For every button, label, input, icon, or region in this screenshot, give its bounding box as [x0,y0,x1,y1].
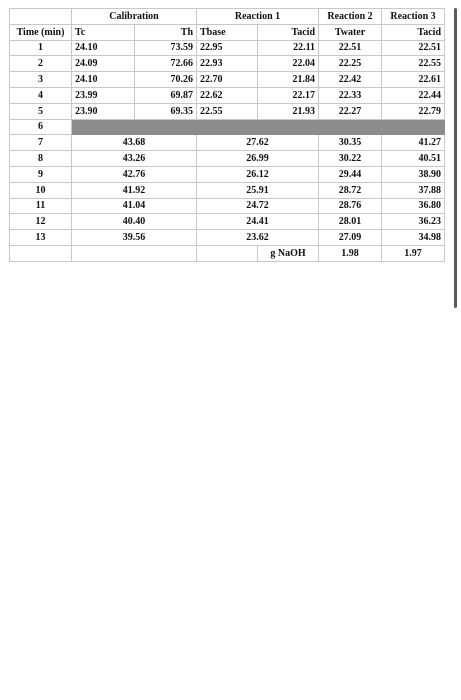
cell-time: 13 [10,230,72,246]
cell-time: 8 [10,151,72,167]
table-row [10,214,445,230]
cell-tbase: 22.62 [197,87,258,103]
footer-blank-time [10,245,72,261]
cell-tacid: 21.93 [258,103,319,119]
header-row-columns [10,24,445,40]
table-row [10,230,445,246]
header-th: Th [135,24,197,40]
cell-tc: 24.10 [72,40,135,56]
header-tacid-r3: Tacid [382,24,445,40]
cell-reaction-1: 23.62 [197,230,319,246]
cell-reaction-1: 25.91 [197,182,319,198]
cell-tacid: 21.84 [258,72,319,88]
cell-th: 72.66 [135,56,197,72]
header-reaction-2: Reaction 2 [319,9,382,25]
cell-time: 3 [10,72,72,88]
cell-calibration: 43.68 [72,135,197,151]
cell-time: 9 [10,166,72,182]
table-row [10,135,445,151]
data-table-container [9,8,444,262]
cell-th: 73.59 [135,40,197,56]
cell-tacid-r3: 38.90 [382,166,445,182]
cell-twater: 22.42 [319,72,382,88]
cell-tacid-r3: 34.98 [382,230,445,246]
cell-twater: 30.35 [319,135,382,151]
header-reaction-3: Reaction 3 [382,9,445,25]
cell-reaction-1: 27.62 [197,135,319,151]
table-row [10,40,445,56]
footer-label-g-naoh: g NaOH [258,245,319,261]
cell-tbase: 22.70 [197,72,258,88]
cell-calibration: 41.04 [72,198,197,214]
table-row [10,198,445,214]
cell-time: 10 [10,182,72,198]
footer-naoh-reaction-3: 1.97 [382,245,445,261]
table-row [10,56,445,72]
cell-twater: 30.22 [319,151,382,167]
footer-row [10,245,445,261]
cell-twater: 28.01 [319,214,382,230]
cell-tbase: 22.95 [197,40,258,56]
cell-tacid: 22.17 [258,87,319,103]
cell-tacid-r3: 22.51 [382,40,445,56]
table-row [10,151,445,167]
cell-time: 2 [10,56,72,72]
cell-twater: 22.27 [319,103,382,119]
cell-twater: 22.25 [319,56,382,72]
cell-time: 6 [10,119,72,135]
cell-twater: 28.72 [319,182,382,198]
cell-tacid-r3: 22.61 [382,72,445,88]
table-row [10,87,445,103]
cell-twater: 22.33 [319,87,382,103]
table-row [10,166,445,182]
header-blank [10,9,72,25]
separator-bar-reaction-1 [197,119,319,135]
cell-tacid-r3: 36.80 [382,198,445,214]
table-row [10,182,445,198]
footer-blank-tbase [197,245,258,261]
cell-calibration: 41.92 [72,182,197,198]
cell-time: 11 [10,198,72,214]
header-tc: Tc [72,24,135,40]
cell-reaction-1: 26.99 [197,151,319,167]
separator-bar-reaction-3 [382,119,445,135]
separator-bar-calibration [72,119,197,135]
footer-naoh-reaction-2: 1.98 [319,245,382,261]
cell-calibration: 43.26 [72,151,197,167]
footer-blank-calibration [72,245,197,261]
cell-twater: 29.44 [319,166,382,182]
cell-time: 4 [10,87,72,103]
cell-time: 7 [10,135,72,151]
cell-tc: 24.10 [72,72,135,88]
cell-tacid: 22.11 [258,40,319,56]
cell-twater: 28.76 [319,198,382,214]
vertical-scrollbar[interactable] [454,8,457,308]
header-tacid-r1: Tacid [258,24,319,40]
cell-tacid-r3: 22.79 [382,103,445,119]
cell-tacid-r3: 22.44 [382,87,445,103]
cell-reaction-1: 24.41 [197,214,319,230]
cell-tacid: 22.04 [258,56,319,72]
temperature-data-table [9,8,445,262]
cell-tacid-r3: 41.27 [382,135,445,151]
cell-twater: 22.51 [319,40,382,56]
header-time: Time (min) [10,24,72,40]
cell-tacid-r3: 22.55 [382,56,445,72]
cell-tc: 23.90 [72,103,135,119]
separator-bar-reaction-2 [319,119,382,135]
cell-th: 69.35 [135,103,197,119]
cell-tacid-r3: 40.51 [382,151,445,167]
header-calibration: Calibration [72,9,197,25]
cell-calibration: 39.56 [72,230,197,246]
cell-tc: 23.99 [72,87,135,103]
cell-twater: 27.09 [319,230,382,246]
separator-row [10,119,445,135]
cell-th: 70.26 [135,72,197,88]
cell-tbase: 22.93 [197,56,258,72]
cell-tacid-r3: 36.23 [382,214,445,230]
cell-reaction-1: 26.12 [197,166,319,182]
header-reaction-1: Reaction 1 [197,9,319,25]
cell-tacid-r3: 37.88 [382,182,445,198]
cell-time: 5 [10,103,72,119]
cell-calibration: 42.76 [72,166,197,182]
cell-calibration: 40.40 [72,214,197,230]
cell-th: 69.87 [135,87,197,103]
cell-time: 12 [10,214,72,230]
cell-time: 1 [10,40,72,56]
table-row [10,72,445,88]
table-row [10,103,445,119]
header-tbase: Tbase [197,24,258,40]
header-twater: Twater [319,24,382,40]
cell-tc: 24.09 [72,56,135,72]
header-row-groups [10,9,445,25]
cell-tbase: 22.55 [197,103,258,119]
cell-reaction-1: 24.72 [197,198,319,214]
